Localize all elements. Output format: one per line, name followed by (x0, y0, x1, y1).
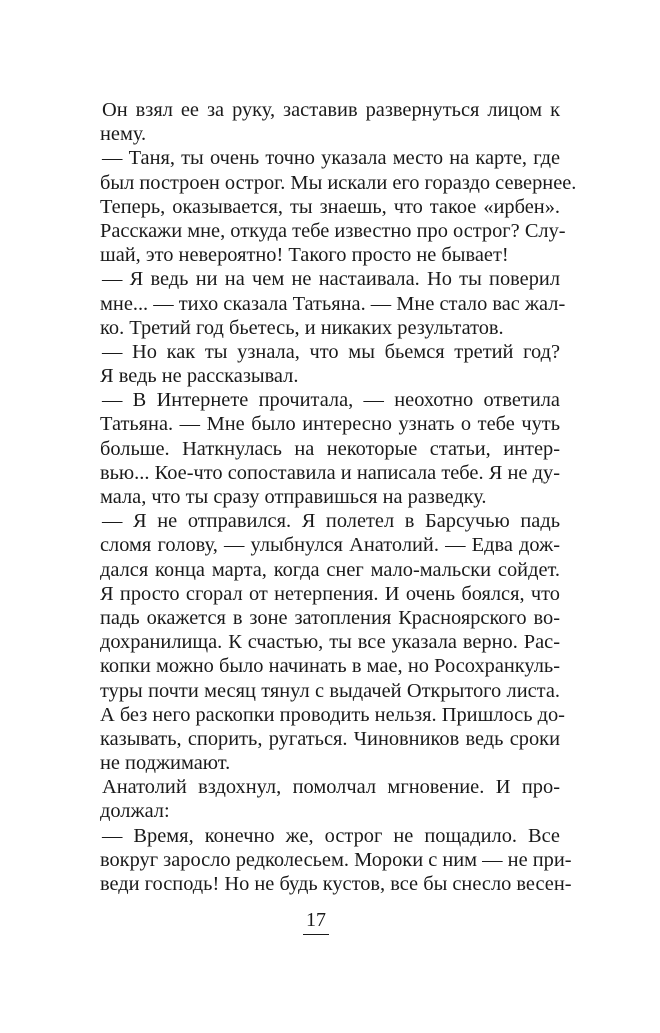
text-line: больше. Наткнулась на некоторые статьи, интер- (100, 437, 560, 460)
text-line: Теперь, оказывается, ты знаешь, что такое «ирбен». (100, 195, 560, 218)
text-line: должал: (100, 800, 170, 823)
text-line: сломя голову, — улыбнулся Анатолий. — Едва дож- (100, 534, 560, 557)
page-footer (300, 908, 332, 935)
paragraph-first-line: — Я не отправился. Я полетел в Барсучью падь (102, 510, 560, 533)
paragraph-first-line: — Время, конечно же, острог не пощадило. Все (102, 824, 560, 847)
text-line: был построен острог. Мы искали его гораздо севернее. (100, 171, 577, 194)
text-line: Татьяна. — Мне было интересно узнать о тебе чуть (100, 413, 560, 436)
text-line: нему. (100, 123, 147, 146)
text-line: дохранилища. К счастью, ты все указала верно. Рас- (100, 631, 560, 654)
paragraph-first-line: — Но как ты узнала, что мы бьемся третий год? (102, 340, 560, 363)
text-line: Я ведь не рассказывал. (100, 365, 299, 388)
text-line: А без него раскопки проводить нельзя. Пришлось до- (100, 703, 565, 726)
text-line: веди господь! Но не будь кустов, все бы снесло весен- (100, 873, 572, 895)
text-line: шай, это невероятно! Такого просто не бывает! (100, 244, 509, 267)
paragraph-first-line: — В Интернете прочитала, — неохотно ответила (102, 389, 560, 412)
text-line: падь окажется в зоне затопления Красноярского во- (100, 606, 560, 629)
text-line: Я просто сгорал от нетерпения. И очень боялся, что (100, 582, 560, 605)
paragraph-first-line: — Таня, ты очень точно указала место на карте, где (102, 147, 560, 170)
paragraph-first-line: — Я ведь ни на чем не настаивала. Но ты поверил (102, 268, 560, 291)
paragraph-first-line: Анатолий вздохнул, помолчал мгновение. И про- (102, 776, 560, 799)
text-line: мне... — тихо сказала Татьяна. — Мне стало вас жал- (100, 292, 566, 315)
paragraph-first-line: Он взял ее за руку, заставив развернуться лицом к (102, 99, 560, 121)
text-line: Расскажи мне, откуда тебе известно про острог? Слу- (100, 219, 566, 242)
text-line: копки можно было начинать в мае, но Росохранкуль- (100, 655, 560, 678)
text-line: казывать, спорить, ругаться. Чиновников ведь сроки (100, 727, 560, 750)
page-number: 17 (303, 908, 329, 935)
text-line: вью... Кое-что сопоставила и написала тебе. Я не ду- (100, 461, 560, 484)
text-line: вокруг заросло редколесьем. Мороки с ним — не при- (100, 848, 572, 871)
text-line: ко. Третий год бьетесь, и никаких результатов. (100, 316, 504, 339)
text-line: не поджимают. (100, 752, 231, 775)
text-line: дался конца марта, когда снег мало-мальски сойдет. (100, 558, 560, 581)
text-line: мала, что ты сразу отправишься на разведку. (100, 486, 487, 508)
body-text (100, 98, 577, 896)
text-line: туры почти месяц тянул с выдачей Открытого листа. (100, 679, 560, 702)
